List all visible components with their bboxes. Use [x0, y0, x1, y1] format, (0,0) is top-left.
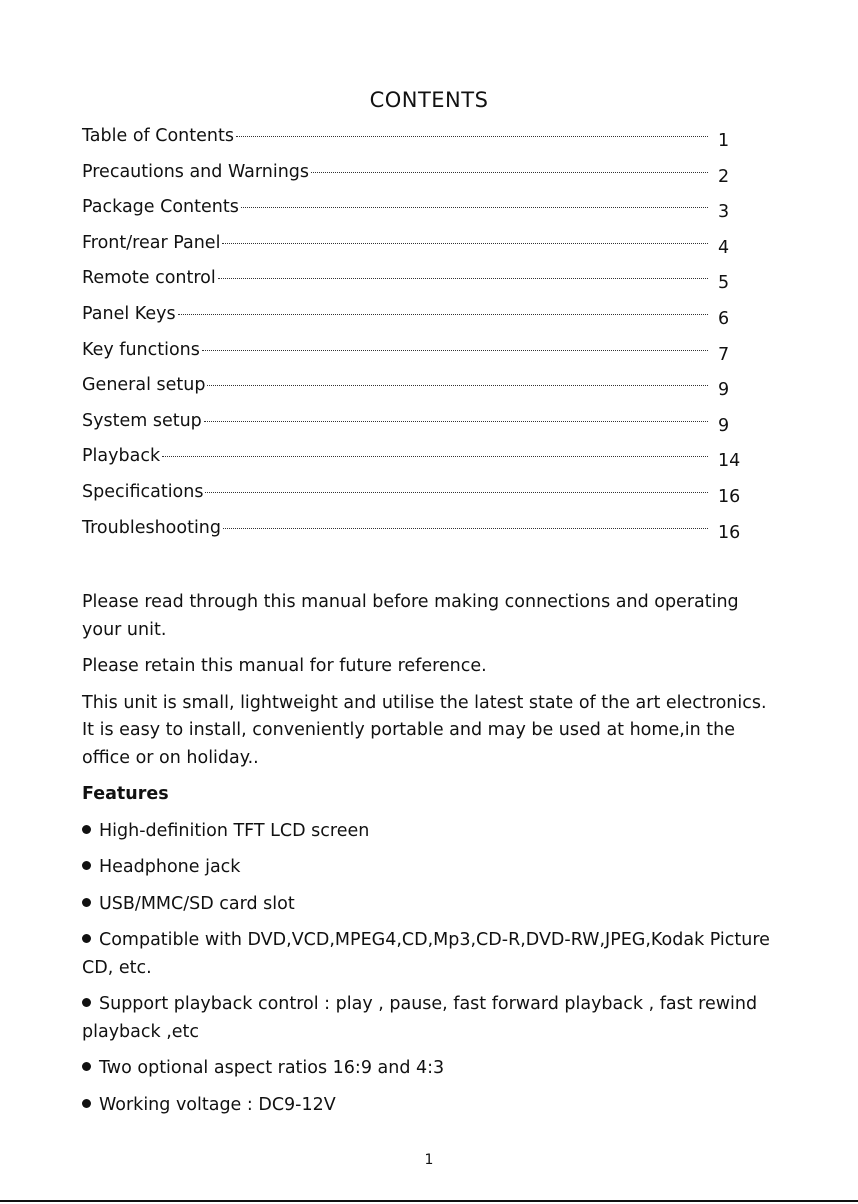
bullet-icon	[82, 861, 91, 870]
toc-row	[82, 304, 754, 340]
toc-page-number: 16	[718, 486, 741, 507]
toc-row	[82, 375, 754, 411]
toc-row	[82, 197, 754, 233]
toc-page-number: 7	[718, 344, 730, 365]
bullet-icon	[82, 998, 91, 1007]
page-title: CONTENTS	[369, 88, 489, 112]
toc-label: Panel Keys	[82, 303, 176, 324]
toc-page-number: 14	[718, 451, 741, 472]
bullet-icon	[82, 934, 91, 943]
toc-leader-dots	[204, 421, 708, 422]
toc-row	[82, 518, 754, 554]
bullet-icon	[82, 825, 91, 834]
toc-label: General setup	[82, 375, 206, 396]
bullet-icon	[82, 1099, 91, 1108]
feature-item	[82, 991, 782, 1046]
intro-paragraph: Please read through this manual before making connections and operating your unit.	[82, 592, 739, 640]
feature-item	[82, 854, 782, 882]
toc-row	[82, 411, 754, 447]
toc-row	[82, 126, 754, 162]
intro-paragraph: Please retain this manual for future reference.	[82, 656, 487, 676]
feature-text: Support playback control : play , pause, fast forward playback , fast rewind playback ,etc	[82, 994, 758, 1042]
feature-text: Compatible with DVD,VCD,MPEG4,CD,Mp3,CD-R,DVD-RW,JPEG,Kodak Picture CD, etc.	[82, 930, 770, 978]
intro-paragraph: This unit is small, lightweight and utilise the latest state of the art electronics. It is easy to install, conveniently portable and may be used at home,in the office or on holiday..	[82, 692, 767, 768]
toc-label: Troubleshooting	[82, 517, 222, 538]
toc-leader-dots	[205, 492, 708, 493]
toc-page-number: 16	[718, 522, 741, 543]
feature-text: Headphone jack	[99, 857, 241, 877]
toc-label: Package Contents	[82, 197, 239, 218]
feature-item	[82, 891, 782, 919]
toc-label: Key functions	[82, 339, 200, 360]
toc-leader-dots	[218, 278, 708, 279]
feature-item	[82, 818, 782, 846]
toc-page-number: 3	[718, 202, 730, 223]
feature-text: High-definition TFT LCD screen	[99, 820, 370, 841]
feature-item	[82, 927, 782, 982]
toc-leader-dots	[162, 456, 708, 457]
toc-leader-dots	[178, 314, 708, 315]
toc-row	[82, 233, 754, 269]
bullet-icon	[82, 898, 91, 907]
feature-text: USB/MMC/SD card slot	[99, 893, 295, 914]
toc-page-number: 9	[718, 415, 730, 436]
feature-item	[82, 1092, 782, 1120]
feature-item	[82, 1055, 782, 1083]
toc-label: Precautions and Warnings	[82, 161, 310, 182]
toc-row	[82, 482, 754, 518]
toc-leader-dots	[236, 136, 708, 137]
feature-text: Two optional aspect ratios 16:9 and 4:3	[99, 1058, 445, 1078]
toc-page-number: 2	[718, 166, 730, 187]
toc-leader-dots	[202, 350, 708, 351]
toc-label: Front/rear Panel	[82, 232, 221, 253]
toc-row	[82, 340, 754, 376]
features-heading: Features	[82, 784, 169, 804]
toc-label: Remote control	[82, 268, 216, 289]
toc-page-number: 6	[718, 308, 730, 329]
toc-leader-dots	[241, 207, 708, 208]
toc-label: Table of Contents	[82, 126, 234, 146]
table-of-contents	[82, 126, 754, 553]
bottom-rule	[0, 1200, 858, 1202]
toc-label: System setup	[82, 410, 202, 431]
toc-leader-dots	[207, 385, 708, 386]
toc-page-number: 1	[718, 131, 730, 151]
toc-label: Playback	[82, 446, 161, 467]
toc-leader-dots	[222, 243, 708, 244]
bullet-icon	[82, 1062, 91, 1071]
toc-page-number: 5	[718, 273, 730, 294]
toc-page-number: 9	[718, 380, 730, 401]
page-number: 1	[424, 1152, 434, 1168]
manual-body	[82, 589, 782, 1128]
toc-row	[82, 268, 754, 304]
toc-row	[82, 446, 754, 482]
toc-leader-dots	[223, 528, 708, 529]
toc-row	[82, 162, 754, 198]
toc-leader-dots	[311, 172, 708, 173]
feature-text: Working voltage : DC9-12V	[99, 1094, 336, 1115]
toc-label: Specifications	[82, 481, 204, 502]
toc-page-number: 4	[718, 237, 730, 258]
